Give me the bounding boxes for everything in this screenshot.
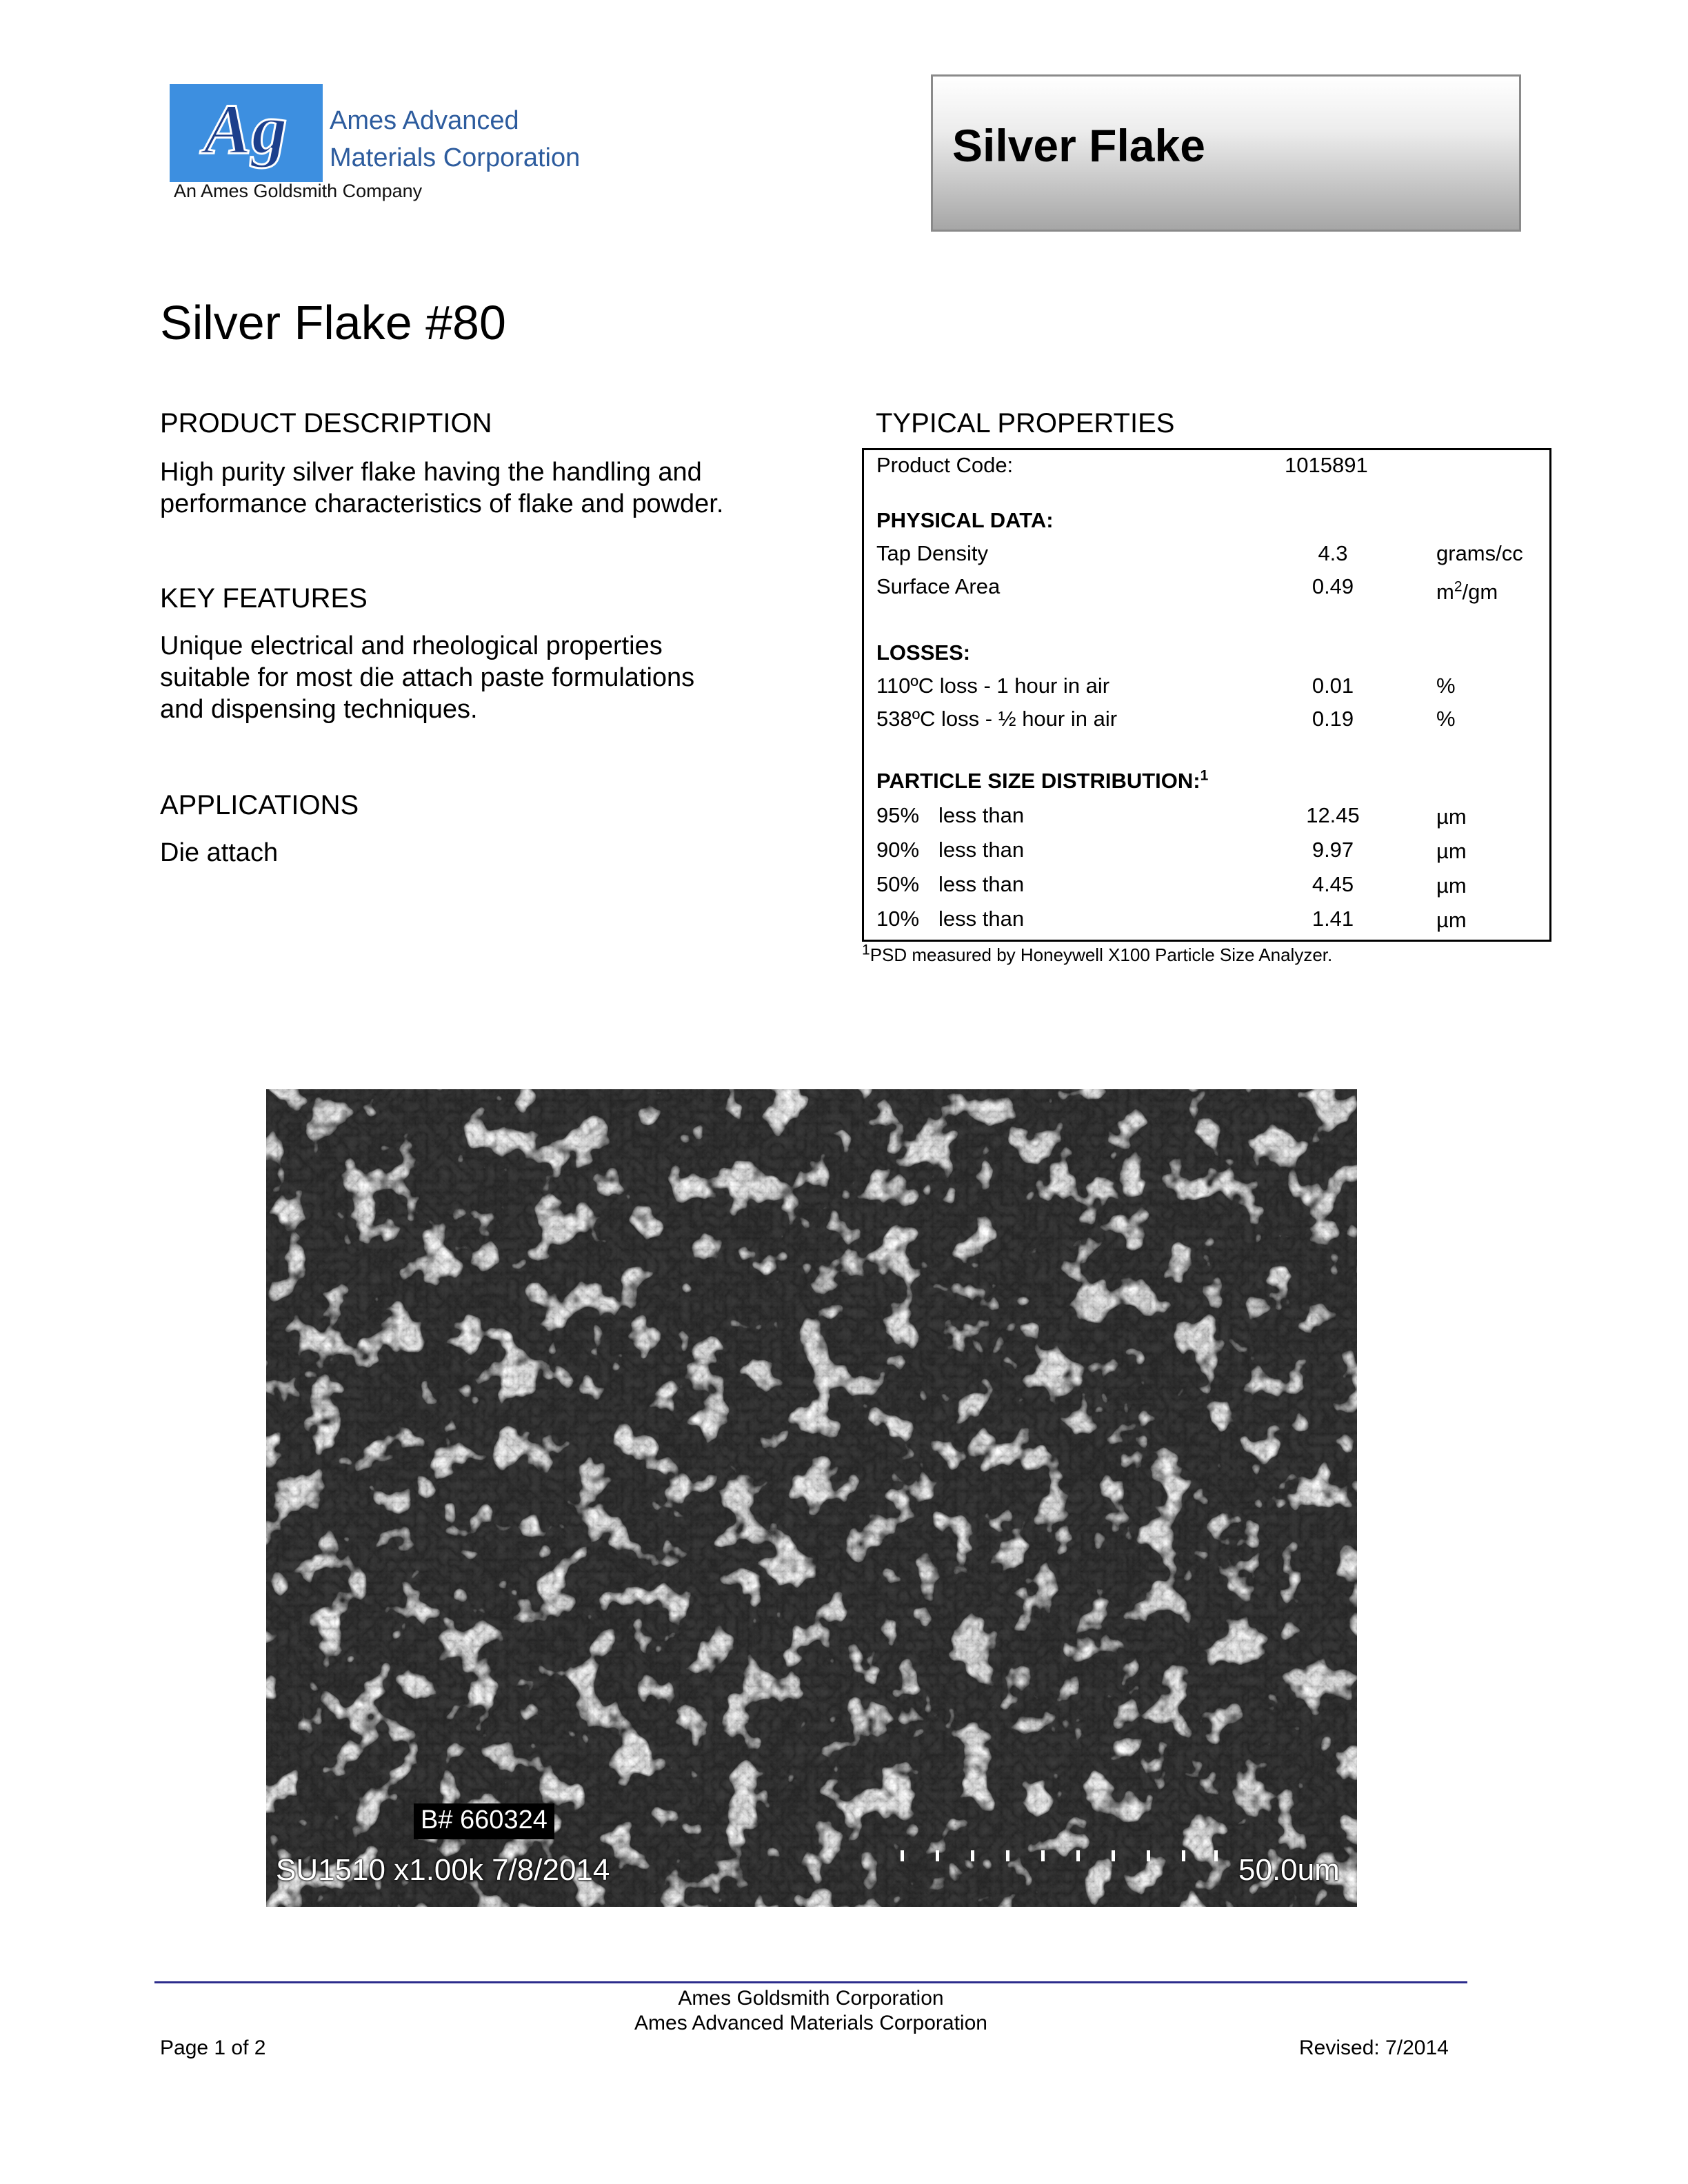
key-features-text	[160, 630, 694, 725]
tap-density-unit: grams/cc	[1436, 541, 1523, 565]
psd-label: less than	[938, 872, 1025, 896]
sem-scale-bar-icon	[901, 1850, 1218, 1861]
applications-heading: APPLICATIONS	[160, 790, 359, 820]
psd-percent: 90%	[876, 838, 920, 862]
psd-heading: PARTICLE SIZE DISTRIBUTION:$^1$	[876, 767, 1209, 793]
psd-footnote: $^1$PSD measured by Honeywell X100 Particle Size Analyzer.	[862, 942, 1333, 965]
product-title: Silver Flake #80	[160, 296, 506, 350]
description-line: performance characteristics of flake and powder.	[160, 489, 724, 518]
key-features-heading: KEY FEATURES	[160, 583, 368, 614]
logo-company-line1: Ames Advanced	[330, 106, 519, 135]
loss-538-value: 0.19	[1312, 707, 1354, 731]
psd-unit: µm	[1436, 873, 1467, 898]
sem-batch-label: B# 660324	[414, 1803, 554, 1839]
psd-percent: 10%	[876, 907, 920, 931]
psd-value: 12.45	[1306, 803, 1360, 827]
footer-divider	[154, 1981, 1467, 1983]
logo-emblem	[170, 84, 323, 182]
psd-label: less than	[938, 838, 1025, 862]
logo-symbol-text: Ag	[203, 94, 288, 169]
key-features-line: and dispensing techniques.	[160, 695, 478, 724]
psd-percent: 95%	[876, 803, 920, 827]
footer-company-line1: Ames Goldsmith Corporation	[678, 1987, 944, 2010]
page-number: Page 1 of 2	[160, 2036, 266, 2059]
sem-info-label: SU1510 x1.00k 7/8/2014	[276, 1853, 610, 1887]
key-features-line: Unique electrical and rheological properties	[160, 631, 663, 660]
loss-110-label: 110ºC loss - 1 hour in air	[876, 674, 1110, 698]
product-code-label: Product Code:	[876, 453, 1014, 477]
properties-table	[862, 448, 1551, 942]
header-title: Silver Flake	[952, 120, 1205, 171]
sem-scale-label: 50.0um	[1238, 1853, 1340, 1887]
losses-heading: LOSSES:	[876, 640, 971, 665]
tap-density-label: Tap Density	[876, 541, 988, 565]
loss-538-label: 538ºC loss - ½ hour in air	[876, 707, 1118, 731]
loss-110-unit: %	[1436, 674, 1456, 698]
sem-micrograph	[266, 1089, 1357, 1907]
logo-parent-line: An Ames Goldsmith Company	[174, 181, 423, 201]
properties-heading: TYPICAL PROPERTIES	[876, 408, 1175, 438]
key-features-line: suitable for most die attach paste formulations	[160, 663, 695, 692]
physical-data-heading: PHYSICAL DATA:	[876, 508, 1054, 532]
description-text	[160, 456, 723, 520]
psd-unit: µm	[1436, 805, 1467, 829]
logo-company-line2: Materials Corporation	[330, 143, 581, 172]
psd-value: 4.45	[1312, 872, 1354, 896]
psd-unit: µm	[1436, 839, 1467, 863]
surface-area-value: 0.49	[1312, 574, 1354, 598]
psd-percent: 50%	[876, 872, 920, 896]
product-code-value: 1015891	[1285, 453, 1368, 477]
psd-unit: µm	[1436, 908, 1467, 932]
description-heading: PRODUCT DESCRIPTION	[160, 408, 492, 438]
ag-symbol-icon	[177, 94, 314, 170]
applications-text: Die attach	[160, 838, 279, 867]
psd-value: 1.41	[1312, 907, 1354, 931]
loss-110-value: 0.01	[1312, 674, 1354, 698]
footer-company-line2: Ames Advanced Materials Corporation	[634, 2012, 987, 2034]
sem-texture	[266, 1089, 1357, 1907]
company-logo	[170, 81, 611, 212]
tap-density-value: 4.3	[1318, 541, 1348, 565]
revised-date: Revised: 7/2014	[1299, 2036, 1449, 2059]
psd-label: less than	[938, 803, 1025, 827]
surface-area-label: Surface Area	[876, 574, 1001, 598]
loss-538-unit: %	[1436, 707, 1456, 731]
psd-label: less than	[938, 907, 1025, 931]
header-banner	[931, 74, 1521, 232]
psd-value: 9.97	[1312, 838, 1354, 862]
description-line: High purity silver flake having the handling and	[160, 458, 702, 487]
surface-area-unit: $m^2/gm$	[1436, 578, 1498, 604]
